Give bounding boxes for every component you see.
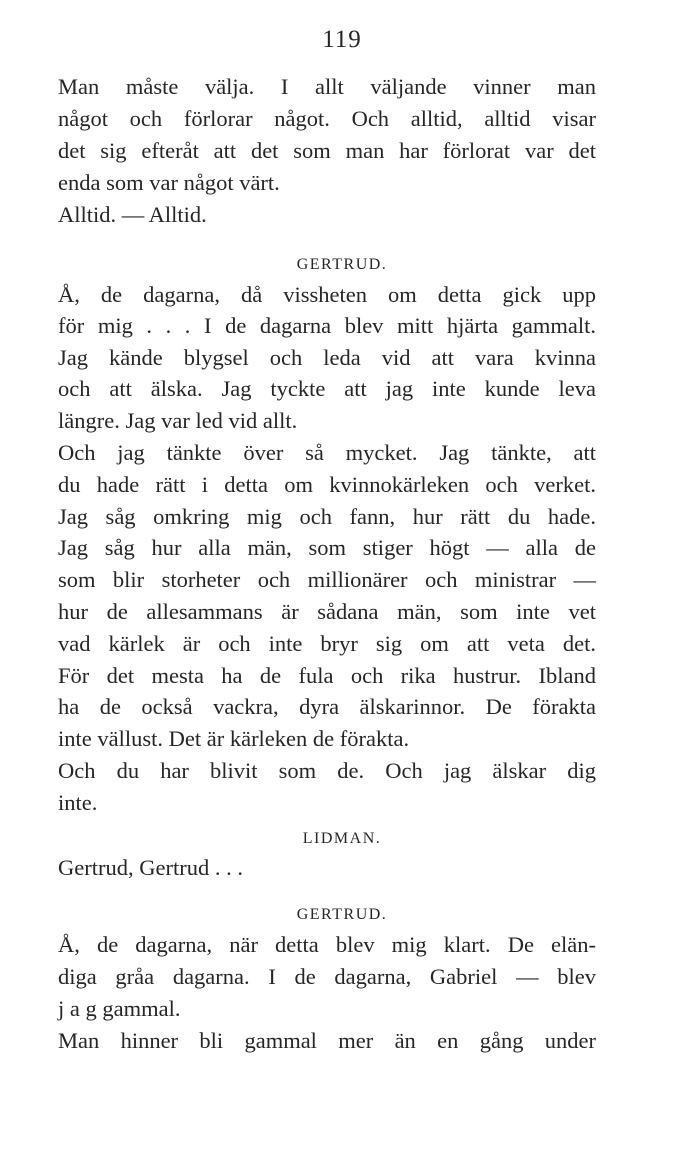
speaker-name: LIDMAN. <box>302 830 382 847</box>
text-line: Man hinner bli gammal mer än en gång under <box>58 1028 596 1053</box>
text-line: För det mesta ha de fula och rika hustrur. Ibland <box>58 663 596 688</box>
text-line: något och förlorar något. Och alltid, alltid visar <box>58 106 596 131</box>
text-line: och att älska. Jag tyckte att jag inte kunde leva <box>58 376 596 401</box>
page-number: 119 <box>322 26 362 53</box>
text-line: inte. <box>58 790 98 815</box>
text-line: Jag kände blygsel och leda vid att vara kvinna <box>58 345 596 370</box>
text-line: diga gråa dagarna. I de dagarna, Gabriel — blev <box>58 964 596 989</box>
text-line: vad kärlek är och inte bryr sig om att veta det. <box>58 631 596 656</box>
text-line: Gertrud, Gertrud . . . <box>58 855 243 880</box>
text-line: för mig . . . I de dagarna blev mitt hjärta gammalt. <box>58 313 596 338</box>
text-line: Å, de dagarna, när detta blev mig klart. De elän- <box>58 932 596 957</box>
text-line: hur de allesammans är sådana män, som inte vet <box>58 599 596 624</box>
text-line: enda som var något värt. <box>58 170 280 195</box>
text-line: Å, de dagarna, då vissheten om detta gick upp <box>58 282 596 307</box>
text-line: Och du har blivit som de. Och jag älskar dig <box>58 758 596 783</box>
text-line: Jag såg hur alla män, som stiger högt — alla de <box>58 535 596 560</box>
text-line: Man måste välja. I allt väljande vinner man <box>58 74 596 99</box>
text-line: som blir storheter och millionärer och ministrar — <box>58 567 596 592</box>
speaker-name: GERTRUD. <box>296 906 388 923</box>
text-line: j a g gammal. <box>58 996 181 1021</box>
speaker-name: GERTRUD. <box>296 256 388 273</box>
text-line: längre. Jag var led vid allt. <box>58 408 298 433</box>
text-line: inte vällust. Det är kärleken de förakta. <box>58 726 410 751</box>
text-line: ha de också vackra, dyra älskarinnor. De förakta <box>58 694 596 719</box>
text-line: du hade rätt i detta om kvinnokärleken och verket. <box>58 472 596 497</box>
text-line: det sig efteråt att det som man har förlorat var det <box>58 138 596 163</box>
text-line: Jag såg omkring mig och fann, hur rätt du hade. <box>58 504 596 529</box>
text-line: Och jag tänkte över så mycket. Jag tänkte, att <box>58 440 596 465</box>
text-line: Alltid. — Alltid. <box>58 202 207 227</box>
